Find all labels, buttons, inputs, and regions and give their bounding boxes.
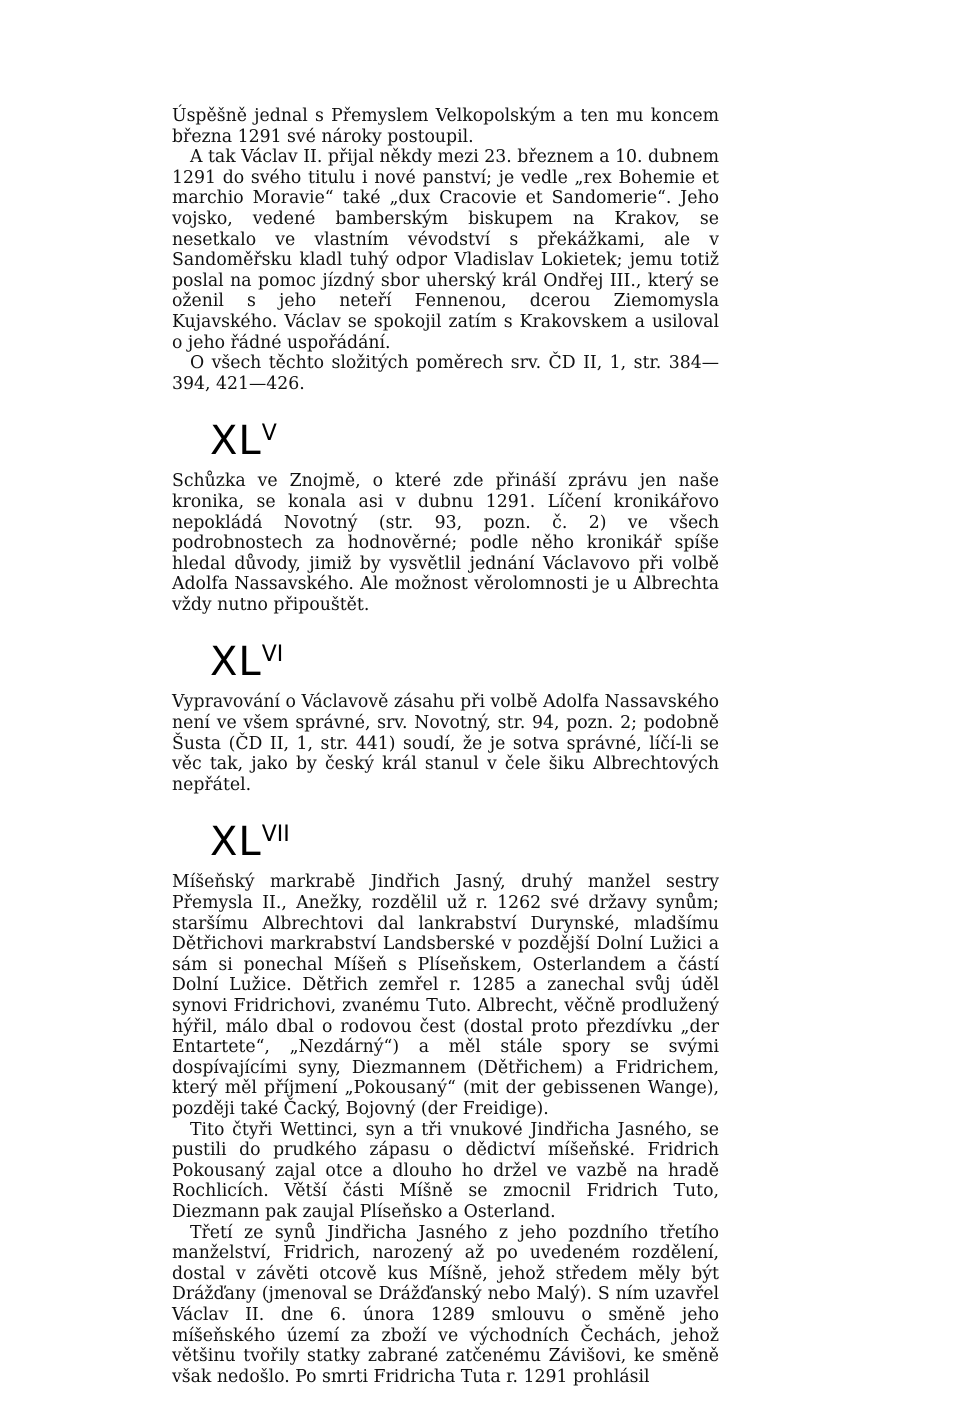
intro-paragraph-2: A tak Václav II. přijal někdy mezi 23. březnem a 10. dubnem 1291 do svého titulu i nové panství; je vedle „rex Bohemie et marchio Moravie“ také „dux Cracovie et Sandomerie“. Jeho vojsko, vedené bamberským biskupem na Krakov, se nesetkalo ve vlastním vévodství s překážkami, ale v Sandoměřsku kladl tuhý odpor Vladislav Lokietek; jemu totiž poslal na pomoc jízdný sbor uherský král Ondřej III., který se oženil s jeho neteří Fennenou, dcerou Ziemomysla Kujavského. Václav se spokojil zatím s Krakovskem a usiloval o jeho řádné uspořádání. — [172, 147, 719, 353]
section-xlvii-paragraph-3: Třetí ze synů Jindřicha Jasného z jeho pozdního třetího manželství, Fridrich, narozený až po uvedeném rozdělení, dostal v závěti otcově kus Míšně, jehož středem měly být Drážďany (jmenoval se Drážďanský nebo Malý). S ním uzavřel Václav II. dne 6. února 1289 smlouvu o směně jeho míšeňského území za zboží ve východních Čechách, jehož většinu tvořily statky zabrané zatčenému Závišovi, ke směně však nedošlo. Po smrti Fridricha Tuta r. 1291 prohlásil — [172, 1222, 719, 1387]
section-xlvii-paragraph-2: Tito čtyři Wettinci, syn a tři vnukové Jindřicha Jasného, se pustili do prudkého zápasu o dědictví míšeňské. Fridrich Pokousaný zajal otce a dlouho ho držel ve vazbě na hradě Rochlicích. Větší části Míšně se zmocnil Fridrich Tuto, Diezmann pak zaujal Plíseňsko a Osterland. — [172, 1119, 719, 1222]
intro-paragraph-1: Úspěšně jednal s Přemyslem Velkopolským a ten mu koncem března 1291 své nároky postoupil. — [172, 106, 719, 147]
section-heading-xlv: $XL^V$ — [210, 418, 277, 465]
page-body — [172, 106, 719, 1387]
section-xlv-paragraph-1: Schůzka ve Znojmě, o které zde přináší zprávu jen naše kronika, se konala asi v dubnu 1291. Líčení kronikářovo nepokládá Novotný (str. 93, pozn. č. 2) ve všech podrobnostech za hodnověrné; podle něho kronikář spíše hledal důvody, jimiž by vysvětlil jednání Václavovo při volbě Adolfa Nassavského. Ale možnost věrolomnosti je u Albrechta vždy nutno připouštět. — [172, 471, 719, 615]
section-xlvi-paragraph-1: Vypravování o Václavově zásahu při volbě Adolfa Nassavského není ve všem správné, srv. Novotný, str. 94, pozn. 2; podobně Šusta (ČD II, 1, str. 441) soudí, že je sotva správné, líčí-li se věc tak, jako by český král stanul v čele šiku Albrechtových nepřátel. — [172, 692, 719, 795]
section-heading-xlvii: $XL^{VII}$ — [210, 819, 290, 866]
section-heading-xlvi: $XL^{VI}$ — [210, 639, 284, 686]
section-xlvii-paragraph-1: Míšeňský markrabě Jindřich Jasný, druhý manžel sestry Přemysla II., Anežky, rozdělil už r. 1262 své državy synům; staršímu Albrechtovi dal lankrabství Durynské, mladšímu Dětřichovi markrabství Landsberské v pozdější Dolní Lužici a sám si ponechal Míšeň s Plíseňskem, Osterlandem a částí Dolní Lužice. Dětřich zemřel r. 1285 a zanechal svůj úděl synovi Fridrichovi, zvanému Tuto. Albrecht, věčně prodlužený hýřil, málo dbal o rodovou čest (dostal proto přezdívku „der Entartete“, „Nezdárný“) a měl stále spory se svými dospívajícími syny, Diezmannem (Dětřichem) a Fridrichem, který měl příjmení „Pokousaný“ (mit der gebissenen Wange), později také Čacký, Bojovný (der Freidige). — [172, 872, 719, 1119]
intro-paragraph-3: O všech těchto složitých poměrech srv. ČD II, 1, str. 384—394, 421—426. — [172, 353, 719, 394]
